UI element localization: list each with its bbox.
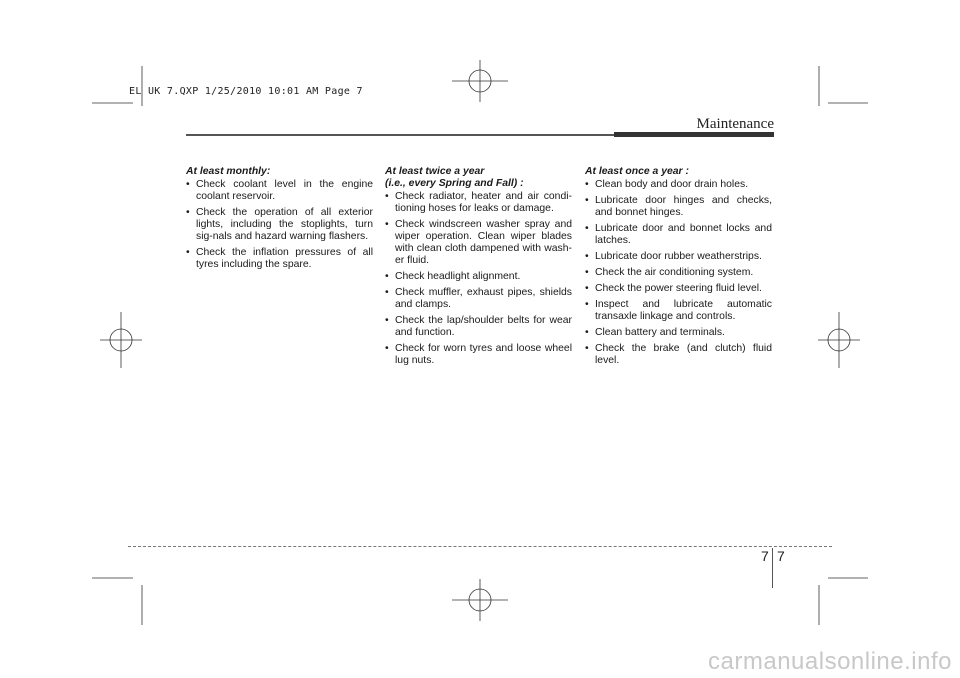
list-item: • Inspect and lubricate automatic transaxle linkage and controls. bbox=[585, 299, 772, 323]
page-number-divider bbox=[772, 548, 773, 588]
column-once-a-year bbox=[585, 166, 772, 371]
registration-target-bottom bbox=[452, 579, 508, 621]
page-number: 7 bbox=[777, 548, 785, 564]
list-item: • Lubricate door and bonnet locks and latches. bbox=[585, 223, 772, 247]
watermark: carmanualsonline.info bbox=[708, 648, 952, 675]
list-item: • Check the inflation pressures of all tyres including the spare. bbox=[186, 247, 373, 271]
list-item: • Lubricate door rubber weatherstrips. bbox=[585, 251, 772, 263]
list-item: • Check the operation of all exterior lights, including the stoplights, turn sig-nals and hazard warning flashers. bbox=[186, 207, 373, 243]
registration-target-top bbox=[452, 60, 508, 102]
chapter-number: 7 bbox=[761, 548, 769, 564]
list-item: • Check the air conditioning system. bbox=[585, 267, 772, 279]
list-item: • Check for worn tyres and loose wheel lug nuts. bbox=[385, 343, 572, 367]
header-rule-accent bbox=[614, 132, 774, 137]
list-item: • Check radiator, heater and air condi-tioning hoses for leaks or damage. bbox=[385, 191, 572, 215]
list-item: • Check windscreen washer spray and wiper operation. Clean wiper blades with clean cloth dampened with wash-er fluid. bbox=[385, 219, 572, 267]
list-item: • Check the brake (and clutch) fluid level. bbox=[585, 343, 772, 367]
column-heading bbox=[585, 166, 772, 178]
checklist bbox=[385, 191, 572, 367]
registration-target-left bbox=[100, 312, 142, 368]
column-monthly bbox=[186, 166, 373, 275]
list-item: • Lubricate door hinges and checks, and bonnet hinges. bbox=[585, 195, 772, 219]
list-item: • Check coolant level in the engine coolant reservoir. bbox=[186, 179, 373, 203]
list-item: • Check muffler, exhaust pipes, shields and clamps. bbox=[385, 287, 572, 311]
column-heading bbox=[186, 166, 373, 178]
footer-dashed-rule bbox=[128, 546, 832, 547]
column-heading bbox=[385, 166, 572, 190]
checklist bbox=[585, 179, 772, 367]
list-item: • Check headlight alignment. bbox=[385, 271, 572, 283]
list-item: • Clean battery and terminals. bbox=[585, 327, 772, 339]
list-item: • Check the power steering fluid level. bbox=[585, 283, 772, 295]
column-twice-a-year bbox=[385, 166, 572, 371]
heading-line: At least once a year : bbox=[585, 166, 689, 177]
list-item: • Clean body and door drain holes. bbox=[585, 179, 772, 191]
heading-line: At least twice a year bbox=[385, 166, 485, 177]
registration-target-right bbox=[818, 312, 860, 368]
heading-line: At least monthly: bbox=[186, 166, 271, 177]
list-item: • Check the lap/shoulder belts for wear and function. bbox=[385, 315, 572, 339]
print-slug: EL UK 7.QXP 1/25/2010 10:01 AM Page 7 bbox=[129, 86, 363, 97]
checklist bbox=[186, 179, 373, 271]
section-title: Maintenance bbox=[696, 116, 774, 132]
heading-line: (i.e., every Spring and Fall) : bbox=[385, 178, 524, 189]
